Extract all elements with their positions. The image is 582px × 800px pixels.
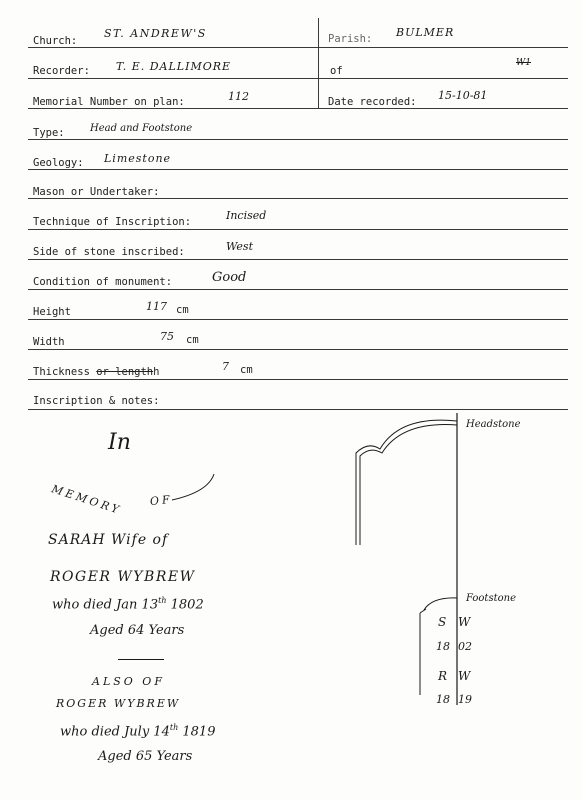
geology-value: Limestone <box>104 152 172 165</box>
rule-technique <box>28 229 568 230</box>
rule-condition <box>28 289 568 290</box>
rule-notes <box>28 409 568 410</box>
mason-label: Mason or Undertaker: <box>33 186 160 198</box>
inscription-aged-2: Aged 65 Years <box>98 749 193 764</box>
thickness-value: 7 <box>222 360 229 373</box>
footstone-letter-s: S <box>438 615 447 629</box>
died-1-sup: th <box>158 596 167 605</box>
inscription-died-1 <box>52 596 204 612</box>
memory-underline <box>168 470 248 510</box>
footstone-letter-r: R <box>438 669 448 683</box>
inscription-in: In <box>108 430 131 455</box>
thickness-unit: cm <box>240 364 253 376</box>
rule-church <box>28 47 568 48</box>
date-label: Date recorded: <box>328 96 417 108</box>
inscription-sarah: SARAH Wife of <box>48 532 169 548</box>
footstone-outline <box>424 598 457 610</box>
inscription-of: OF <box>149 492 174 509</box>
died-2-year: 1819 <box>182 724 216 740</box>
footstone-year2-b: 19 <box>458 693 472 706</box>
rule-geology <box>28 169 568 170</box>
footstone-tick <box>420 609 426 613</box>
inscription-aged-1: Aged 64 Years <box>90 623 185 638</box>
recorder-value: T. E. DALLIMORE <box>116 60 232 73</box>
thickness-label-tail: h <box>153 366 160 378</box>
church-label: Church: <box>33 35 78 47</box>
height-value: 117 <box>146 300 167 313</box>
geology-label: Geology: <box>33 157 84 169</box>
inscription-roger-1: ROGER WYBREW <box>50 569 196 585</box>
headstone-label: Headstone <box>466 419 521 430</box>
technique-value: Incised <box>226 209 267 222</box>
died-1-year: 1802 <box>170 597 204 613</box>
rule-memorial <box>28 108 568 109</box>
rule-width <box>28 349 568 350</box>
died-2-sup: th <box>169 723 179 732</box>
side-value: West <box>226 240 253 253</box>
died-1-text: who died Jan 13 <box>52 597 159 613</box>
inscription-divider <box>118 659 164 660</box>
memorial-label: Memorial Number on plan: <box>33 96 185 108</box>
rule-thickness <box>28 379 568 380</box>
thickness-label-struck: or length <box>96 366 154 378</box>
inscription-roger-2: ROGER WYBREW <box>56 697 181 710</box>
footstone-label: Footstone <box>466 593 516 604</box>
type-value: Head and Footstone <box>90 123 193 134</box>
headstone-outline-outer <box>356 420 457 460</box>
thickness-label-main: Thickness <box>33 366 90 378</box>
footstone-year1-a: 18 <box>436 640 450 653</box>
rule-mason <box>28 198 568 199</box>
footstone-letter-w2: W <box>458 669 471 683</box>
condition-label: Condition of monument: <box>33 276 173 288</box>
inscription-memory: MEMORY <box>49 482 124 518</box>
side-label: Side of stone inscribed: <box>33 246 185 258</box>
parish-label: Parish: <box>328 33 373 45</box>
rule-recorder <box>28 78 568 79</box>
height-unit: cm <box>176 304 189 316</box>
memorial-value: 112 <box>228 90 249 103</box>
rule-type <box>28 139 568 140</box>
headstone-outline-inner <box>360 425 457 462</box>
inscription-died-2 <box>60 723 215 739</box>
recorder-label: Recorder: <box>33 65 90 77</box>
technique-label: Technique of Inscription: <box>33 216 192 228</box>
width-value: 75 <box>160 330 174 343</box>
footstone-year1-b: 02 <box>458 640 472 653</box>
column-divider <box>318 18 319 109</box>
parish-value: BULMER <box>396 26 455 39</box>
of-value: W1 <box>516 58 531 68</box>
church-value: ST. ANDREW'S <box>104 27 207 40</box>
rule-height <box>28 319 568 320</box>
height-label: Height <box>33 306 71 318</box>
width-label: Width <box>33 336 65 348</box>
notes-label: Inscription & notes: <box>33 395 160 407</box>
condition-value: Good <box>212 270 247 285</box>
rule-side <box>28 259 568 260</box>
type-label: Type: <box>33 127 65 139</box>
died-2-text: who died July 14 <box>60 724 170 740</box>
width-unit: cm <box>186 334 199 346</box>
of-label: of <box>330 65 343 77</box>
date-value: 15-10-81 <box>438 89 488 102</box>
footstone-year2-a: 18 <box>436 693 450 706</box>
footstone-letter-w1: W <box>458 615 471 629</box>
thickness-label <box>33 366 159 378</box>
inscription-also: ALSO OF <box>92 675 165 688</box>
